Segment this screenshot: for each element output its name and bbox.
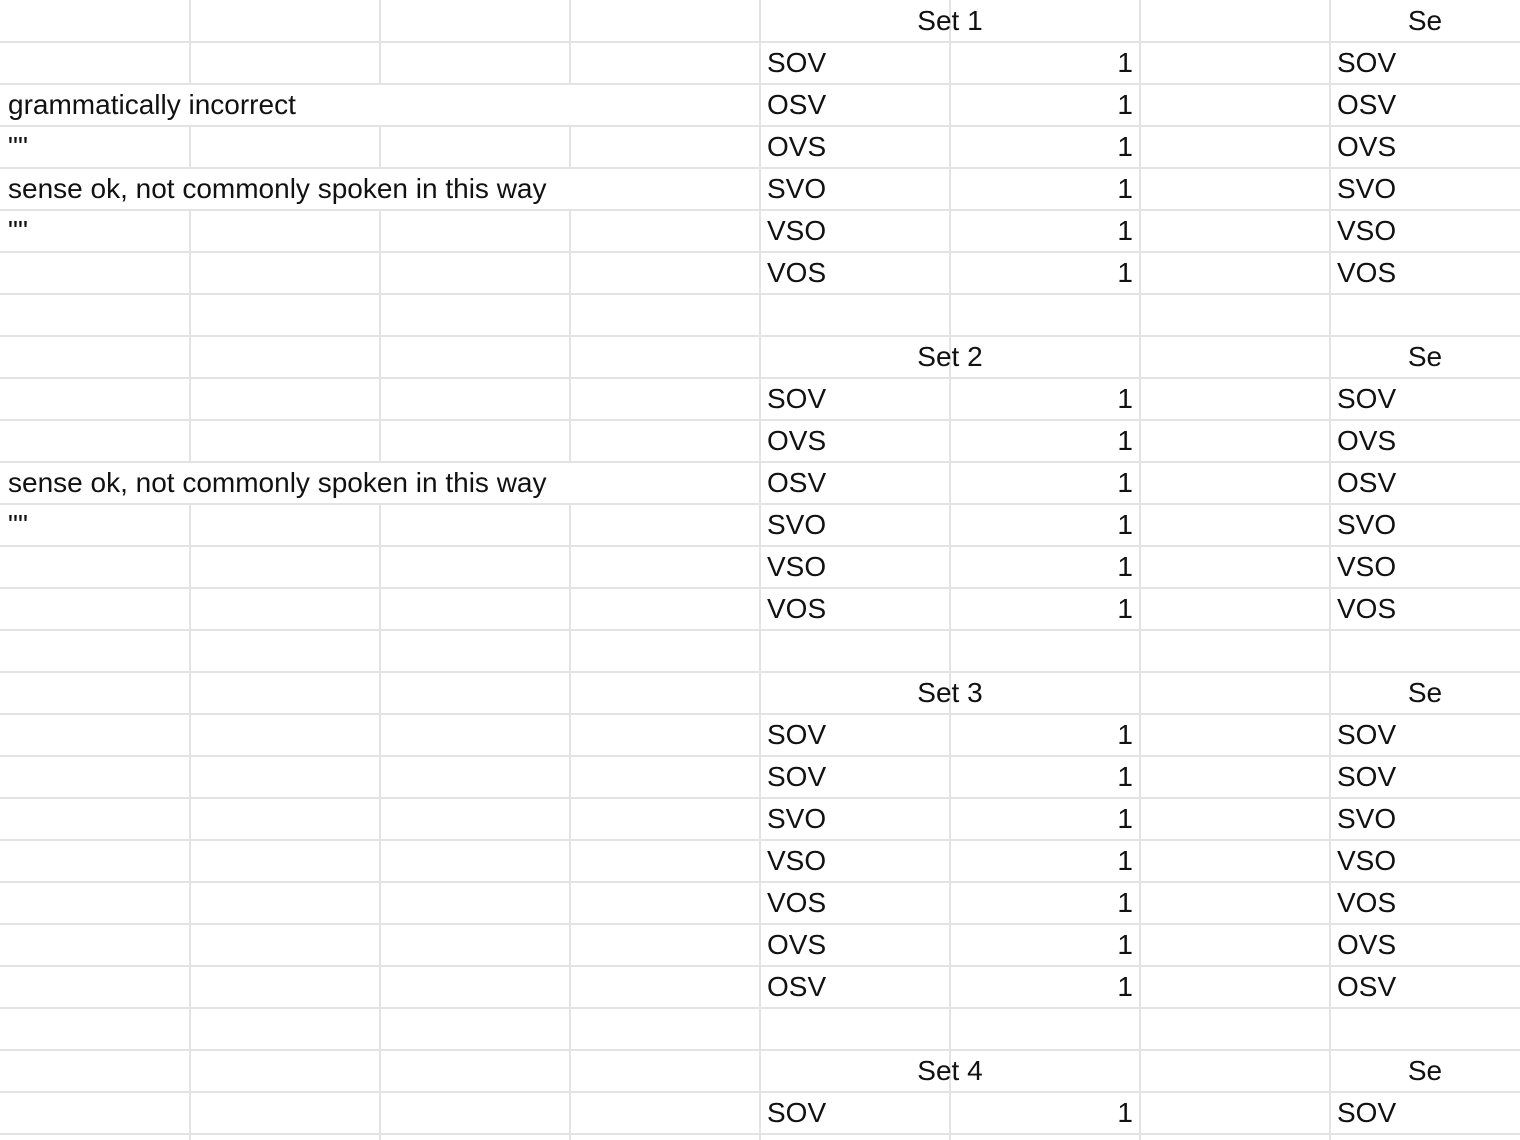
value-cell[interactable]: 1 bbox=[1117, 551, 1133, 582]
set-title[interactable]: Set 2 bbox=[917, 341, 983, 372]
word-order-cell[interactable]: OSV bbox=[767, 89, 827, 120]
word-order-copy-cell[interactable]: SOV bbox=[1337, 719, 1397, 750]
word-order-copy-cell[interactable]: VOS bbox=[1337, 593, 1397, 624]
word-order-cell[interactable]: VOS bbox=[767, 257, 827, 288]
word-order-cell[interactable]: OVS bbox=[767, 929, 827, 960]
note-cell[interactable]: "" bbox=[8, 509, 28, 540]
value-cell[interactable]: 1 bbox=[1117, 845, 1133, 876]
word-order-cell[interactable]: SOV bbox=[767, 719, 827, 750]
word-order-copy-cell[interactable]: SOV bbox=[1337, 47, 1397, 78]
set-title-clipped[interactable]: Se bbox=[1407, 1055, 1443, 1086]
value-cell[interactable]: 1 bbox=[1117, 761, 1133, 792]
word-order-cell[interactable]: OVS bbox=[767, 131, 827, 162]
word-order-cell[interactable]: SOV bbox=[767, 383, 827, 414]
word-order-copy-cell[interactable]: VOS bbox=[1337, 887, 1397, 918]
value-cell[interactable]: 1 bbox=[1117, 383, 1133, 414]
word-order-copy-cell[interactable]: OVS bbox=[1337, 425, 1397, 456]
value-cell[interactable]: 1 bbox=[1117, 803, 1133, 834]
value-cell[interactable]: 1 bbox=[1117, 467, 1133, 498]
word-order-cell[interactable]: SOV bbox=[767, 761, 827, 792]
value-cell[interactable]: 1 bbox=[1117, 1097, 1133, 1128]
word-order-copy-cell[interactable]: SVO bbox=[1337, 509, 1397, 540]
row-divider bbox=[0, 293, 1520, 295]
word-order-copy-cell[interactable]: OSV bbox=[1337, 467, 1397, 498]
word-order-cell[interactable]: VOS bbox=[767, 593, 827, 624]
word-order-copy-cell[interactable]: VSO bbox=[1337, 215, 1397, 246]
word-order-copy-cell[interactable]: SOV bbox=[1337, 383, 1397, 414]
note-cell[interactable]: "" bbox=[8, 131, 28, 162]
word-order-cell[interactable]: OVS bbox=[767, 425, 827, 456]
value-cell[interactable]: 1 bbox=[1117, 425, 1133, 456]
value-cell[interactable]: 1 bbox=[1117, 593, 1133, 624]
value-cell[interactable]: 1 bbox=[1117, 173, 1133, 204]
set-title-clipped[interactable]: Se bbox=[1407, 677, 1443, 708]
note-cell[interactable]: sense ok, not commonly spoken in this way bbox=[1, 169, 757, 209]
word-order-cell[interactable]: VSO bbox=[767, 215, 827, 246]
row-divider bbox=[0, 1133, 1520, 1135]
value-cell[interactable]: 1 bbox=[1117, 89, 1133, 120]
set-title[interactable]: Set 4 bbox=[917, 1055, 983, 1086]
value-cell[interactable]: 1 bbox=[1117, 47, 1133, 78]
word-order-copy-cell[interactable]: SVO bbox=[1337, 173, 1397, 204]
set-title-clipped[interactable]: Se bbox=[1407, 5, 1443, 36]
value-cell[interactable]: 1 bbox=[1117, 971, 1133, 1002]
row-divider bbox=[0, 629, 1520, 631]
value-cell[interactable]: 1 bbox=[1117, 257, 1133, 288]
word-order-copy-cell[interactable]: VOS bbox=[1337, 257, 1397, 288]
word-order-cell[interactable]: SVO bbox=[767, 509, 827, 540]
note-cell[interactable]: grammatically incorrect bbox=[1, 85, 757, 125]
word-order-copy-cell[interactable]: SVO bbox=[1337, 803, 1397, 834]
word-order-cell[interactable]: VSO bbox=[767, 551, 827, 582]
value-cell[interactable]: 1 bbox=[1117, 887, 1133, 918]
word-order-copy-cell[interactable]: OVS bbox=[1337, 929, 1397, 960]
word-order-copy-cell[interactable]: OSV bbox=[1337, 89, 1397, 120]
word-order-cell[interactable]: VOS bbox=[767, 887, 827, 918]
set-title-clipped[interactable]: Se bbox=[1407, 341, 1443, 372]
word-order-copy-cell[interactable]: SOV bbox=[1337, 1097, 1397, 1128]
word-order-cell[interactable]: OSV bbox=[767, 467, 827, 498]
word-order-copy-cell[interactable]: OVS bbox=[1337, 131, 1397, 162]
word-order-cell[interactable]: SOV bbox=[767, 1097, 827, 1128]
word-order-copy-cell[interactable]: VSO bbox=[1337, 845, 1397, 876]
word-order-copy-cell[interactable]: SOV bbox=[1337, 761, 1397, 792]
value-cell[interactable]: 1 bbox=[1117, 509, 1133, 540]
word-order-copy-cell[interactable]: OSV bbox=[1337, 971, 1397, 1002]
value-cell[interactable]: 1 bbox=[1117, 719, 1133, 750]
value-cell[interactable]: 1 bbox=[1117, 929, 1133, 960]
note-cell[interactable]: "" bbox=[8, 215, 28, 246]
word-order-cell[interactable]: SVO bbox=[767, 803, 827, 834]
row-divider bbox=[0, 1007, 1520, 1009]
word-order-cell[interactable]: SOV bbox=[767, 47, 827, 78]
word-order-cell[interactable]: VSO bbox=[767, 845, 827, 876]
note-cell[interactable]: sense ok, not commonly spoken in this way bbox=[1, 463, 757, 503]
set-title[interactable]: Set 1 bbox=[917, 5, 983, 36]
word-order-copy-cell[interactable]: VSO bbox=[1337, 551, 1397, 582]
set-title[interactable]: Set 3 bbox=[917, 677, 983, 708]
word-order-cell[interactable]: SVO bbox=[767, 173, 827, 204]
value-cell[interactable]: 1 bbox=[1117, 131, 1133, 162]
word-order-cell[interactable]: OSV bbox=[767, 971, 827, 1002]
value-cell[interactable]: 1 bbox=[1117, 215, 1133, 246]
